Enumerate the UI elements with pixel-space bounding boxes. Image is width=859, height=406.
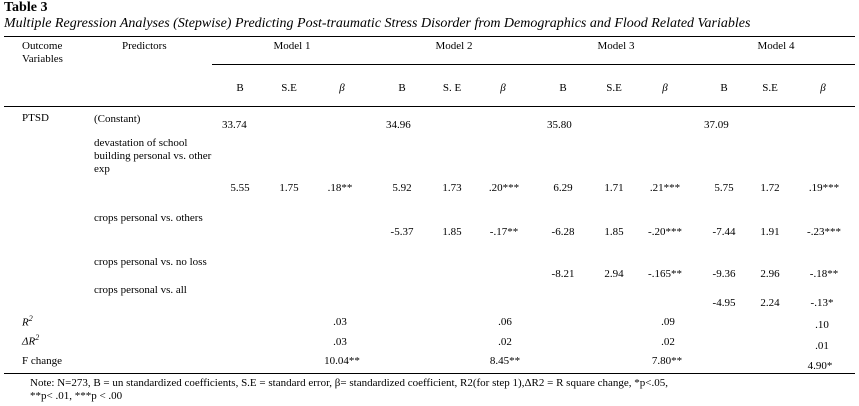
r2-label: $R^2$	[22, 314, 33, 329]
table-cell: -.17**	[489, 226, 519, 238]
outcome-header-line2: Variables	[22, 53, 63, 65]
table-cell: .20***	[488, 182, 520, 194]
table-note-line2: **p< .01, ***p < .00	[30, 390, 123, 402]
r2-superscript: 2	[28, 314, 33, 323]
table-caption: Multiple Regression Analyses (Stepwise) Predicting Post-traumatic Stress Disorder from Demographics and Flood Related Variables	[4, 16, 751, 31]
table-cell: -5.37	[390, 226, 414, 238]
subcol-b: B	[720, 82, 728, 94]
f-change-label: F change	[22, 355, 63, 367]
table-cell: 34.96	[386, 119, 411, 131]
r2-model-4: .10	[815, 319, 829, 331]
r2-model-2: .06	[498, 316, 512, 328]
table-cell: -.165**	[648, 268, 682, 280]
r2-model-3: .09	[661, 316, 675, 328]
table-cell: .19***	[808, 182, 840, 194]
delta-r2-model-1: .03	[333, 336, 347, 348]
table-cell: 1.72	[760, 182, 780, 194]
table-cell: 2.96	[760, 268, 780, 280]
f-change-model-1: 10.04**	[324, 355, 360, 367]
table-cell: 1.85	[442, 226, 462, 238]
r2-model-1: .03	[333, 316, 347, 328]
table-number: Table 3	[4, 0, 48, 15]
table-cell: -.20***	[648, 226, 682, 238]
table-cell: 5.75	[714, 182, 734, 194]
subcol-b: B	[398, 82, 406, 94]
subcol-beta: β	[500, 82, 506, 94]
predictors-header: Predictors	[122, 40, 167, 52]
subcol-se: S.E	[606, 82, 622, 94]
table-cell: 1.73	[442, 182, 462, 194]
table-note-line1: Note: N=273, B = un standardized coefficients, S.E = standard error, β= standardized coefficient, R2(for step 1),ΔR2 = R square change, *p<.05,	[30, 377, 668, 389]
table-cell: -.13*	[810, 297, 834, 309]
delta-r2-label: $\Delta R^2$	[22, 333, 40, 348]
subcol-se: S. E	[442, 82, 462, 94]
table-cell: -.23***	[807, 226, 841, 238]
model-4-header: Model 4	[757, 40, 795, 52]
model-1-header: Model 1	[273, 40, 311, 52]
header-rule	[4, 106, 855, 107]
table-cell: -8.21	[551, 268, 575, 280]
table-cell: 1.91	[760, 226, 780, 238]
subcol-b: B	[236, 82, 244, 94]
table-cell: 1.71	[604, 182, 624, 194]
delta-r2-superscript: 2	[35, 333, 40, 342]
subcol-b: B	[559, 82, 567, 94]
delta-r2-model-2: .02	[498, 336, 512, 348]
model-2-header: Model 2	[435, 40, 473, 52]
bottom-rule	[4, 373, 855, 374]
table-cell: -4.95	[712, 297, 736, 309]
table-cell: 35.80	[547, 119, 572, 131]
subcol-beta: β	[662, 82, 668, 94]
table-cell: -7.44	[712, 226, 736, 238]
subcol-beta: β	[339, 82, 345, 94]
f-change-model-4: 4.90*	[807, 360, 833, 372]
table-cell: 5.92	[392, 182, 412, 194]
predictor-devastation: devastation of school building personal vs. other exp	[94, 137, 212, 175]
outcome-header-line1: Outcome	[22, 40, 63, 52]
table-cell: -.18**	[809, 268, 839, 280]
delta-r2-model-4: .01	[815, 340, 829, 352]
table-cell: 33.74	[222, 119, 247, 131]
table-cell: 2.94	[604, 268, 624, 280]
model-3-header: Model 3	[597, 40, 635, 52]
predictor-crops-all: crops personal vs. all	[94, 284, 187, 296]
delta-r2-model-3: .02	[661, 336, 675, 348]
f-change-model-3: 7.80**	[651, 355, 683, 367]
top-rule	[4, 36, 855, 37]
table-cell: 37.09	[704, 119, 729, 131]
subcol-beta: β	[820, 82, 826, 94]
subcol-se: S.E	[762, 82, 778, 94]
table-cell: 5.55	[230, 182, 250, 194]
table-cell: 6.29	[553, 182, 573, 194]
model-rule	[212, 64, 855, 65]
outcome-ptsd: PTSD	[22, 112, 49, 124]
subcol-se: S.E	[281, 82, 297, 94]
table-cell: .18**	[327, 182, 353, 194]
table-cell: -9.36	[712, 268, 736, 280]
table-cell: 1.75	[279, 182, 299, 194]
predictor-constant: (Constant)	[94, 113, 141, 125]
predictor-crops-others: crops personal vs. others	[94, 212, 203, 224]
predictor-crops-noloss: crops personal vs. no loss	[94, 256, 207, 268]
f-change-model-2: 8.45**	[489, 355, 521, 367]
table-cell: 1.85	[604, 226, 624, 238]
table-cell: -6.28	[551, 226, 575, 238]
table-cell: .21***	[649, 182, 681, 194]
table-cell: 2.24	[760, 297, 780, 309]
